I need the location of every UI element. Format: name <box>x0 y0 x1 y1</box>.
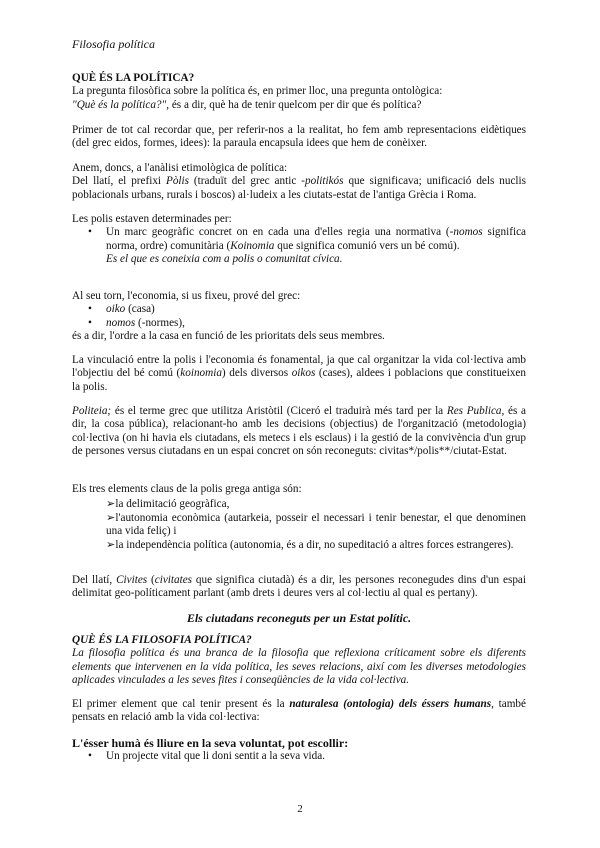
running-header: Filosofia política <box>72 37 155 51</box>
bullet-list <box>72 226 526 266</box>
text-run: , també pensats en relació amb la vida col·lectiva: <box>72 698 526 724</box>
italic-term: Koinomia <box>230 239 275 252</box>
italic-term: Civites <box>116 574 148 586</box>
arrow-item: ➢l'autonomia econòmica (autarkeia, posseir el necessari i tenir benestar, el que denominen una vida feliç) i <box>106 511 526 538</box>
italic-term: civitates <box>154 574 193 586</box>
paragraph-polis <box>72 213 526 267</box>
text-run: que significava; unificació dels nuclis poblacionals urbans, rurals i boscos) al·ludeix a les ciutats-estat de l'antiga Grècia i Roma. <box>72 175 526 201</box>
arrow-item: ➢la independència política (autonomia, és a dir, no supeditació a altres forces estrangeres). <box>106 538 514 551</box>
section-title: QUÈ ÉS LA FILOSOFIA POLÍTICA? <box>72 634 252 646</box>
text-run: (traduït del grec antic - <box>188 175 305 188</box>
italic-quote: "Què és la política?", <box>72 98 170 111</box>
bullet-list <box>72 750 526 763</box>
list-item <box>72 226 526 266</box>
text-run: La vinculació entre la polis i l'economia és fonamental, ja que cal organitzar la vida col·lectiva amb l'objectiu del bé comú ( <box>72 354 526 380</box>
italic-term: nomos <box>106 316 136 329</box>
text-run: ( <box>147 574 155 586</box>
paragraph-elements <box>72 483 526 552</box>
highlight-sentence: Els ciutadans reconeguts per un Estat polític. <box>186 611 412 625</box>
paragraph-civites <box>72 574 526 601</box>
paragraph-economia <box>72 290 526 344</box>
subheading: L'ésser humà és lliure en la seva voluntat, pot escollir: <box>72 736 349 750</box>
text-run: és el terme grec que utilitza Aristòtil (Ciceró el traduirà més tard per la <box>111 405 447 417</box>
section-politica <box>72 72 526 112</box>
italic-term: koinomia <box>180 367 222 380</box>
arrow-item: ➢la delimitació geogràfica, <box>106 498 230 511</box>
text-run: Del llatí, <box>72 574 117 586</box>
italic-term: nomos <box>453 226 483 239</box>
text-run: El primer element que cal tenir present és la <box>72 698 290 710</box>
text-run: (cases), aldees i poblacions que constitueixen la polis. <box>72 367 526 393</box>
paragraph-line: és a dir, l'ordre a la casa en funció de les prioritats dels seus membres. <box>72 330 385 343</box>
paragraph-llibertat <box>72 737 526 764</box>
text-run: (casa) <box>125 303 155 316</box>
paragraph-naturalesa <box>72 698 526 725</box>
page-number: 2 <box>297 803 303 815</box>
text-run: que significa ciutadà) és a dir, les persones reconegudes dins d'un espai delimitat geo-políticament parlant (amb drets i deures vers al col·lectiu al qual es pertany). <box>72 574 526 600</box>
italic-term: Politeia; <box>72 405 112 417</box>
text-run: Un marc geogràfic concret on en cada una d'elles regia una normativa (- <box>106 226 454 239</box>
paragraph-line: Les polis estaven determinades per: <box>72 213 232 225</box>
italic-term: Res Publica, <box>446 405 505 417</box>
paragraph-etimologia <box>72 162 526 202</box>
italic-sentence: Es el que es coneixia com a polis o comunitat cívica. <box>106 253 343 266</box>
list-item <box>72 303 526 316</box>
paragraph-vinculacio <box>72 354 526 394</box>
paragraph-representacions: Primer de tot cal recordar que, per referir-nos a la realitat, ho fem amb representacions eidètiques (del grec eidos, formes, idees): la paraula encapsula idees que hem de conèixer. <box>72 124 526 150</box>
list-item: • Un projecte vital que li doni sentit a la seva vida. <box>72 750 526 763</box>
arrow-list <box>72 498 526 552</box>
section-title: QUÈ ÉS LA POLÍTICA? <box>72 72 195 84</box>
text-run: significa norma, ordre) comunitària ( <box>106 226 526 252</box>
text-run: que significa comunió vers un bé comú). <box>274 239 460 252</box>
italic-term: oikos <box>291 367 316 380</box>
italic-term: Pòlis <box>165 175 189 188</box>
italic-term: oiko <box>106 303 126 316</box>
list-item <box>72 317 526 330</box>
paragraph-line: Al seu torn, l'economia, si us fixeu, prové del grec: <box>72 290 301 302</box>
text-run: ) dels diversos <box>221 367 292 380</box>
section-filosofia-politica <box>72 634 526 688</box>
bold-italic-term: naturalesa (ontologia) dels éssers humans <box>289 698 492 710</box>
paragraph-line <box>72 99 526 112</box>
paragraph-text <box>72 175 526 202</box>
paragraph-politeia <box>72 405 526 459</box>
paragraph-line: La pregunta filosòfica sobre la política és, en primer lloc, una pregunta ontològica: <box>72 85 443 98</box>
paragraph-line: Anem, doncs, a l'anàlisi etimològica de política: <box>72 162 288 174</box>
text-run: és a dir, la cosa pública), relacionant-ho amb les decisions (objectius) de l'organització (metodologia) col·lectiva (on hi havia els ciutadans, els metecs i els esclaus) i la gestió de la convivència d'un grup de persones versus ciutadans en un espai concret on són reconeguts: civitas*/polis**/ciutat-Estat. <box>72 405 526 458</box>
paragraph-line: Els tres elements claus de la polis grega antiga són: <box>72 483 302 495</box>
italic-term: politikós <box>304 175 344 188</box>
definition-paragraph: La filosofia política és una branca de la filosofia que reflexiona críticament sobre els diferents elements que intervenen en la vida política, les seves relacions, així com les diverses metodologies aplicades vinculades a les seves fites i conseqüències de la vida col·lectiva. <box>72 647 526 687</box>
text-run: Del llatí, el prefixi <box>72 175 166 188</box>
text-run: (-normes), <box>135 316 185 329</box>
text-run: és a dir, què ha de tenir quelcom per dir que és política? <box>169 98 422 111</box>
bullet-list <box>72 303 526 330</box>
